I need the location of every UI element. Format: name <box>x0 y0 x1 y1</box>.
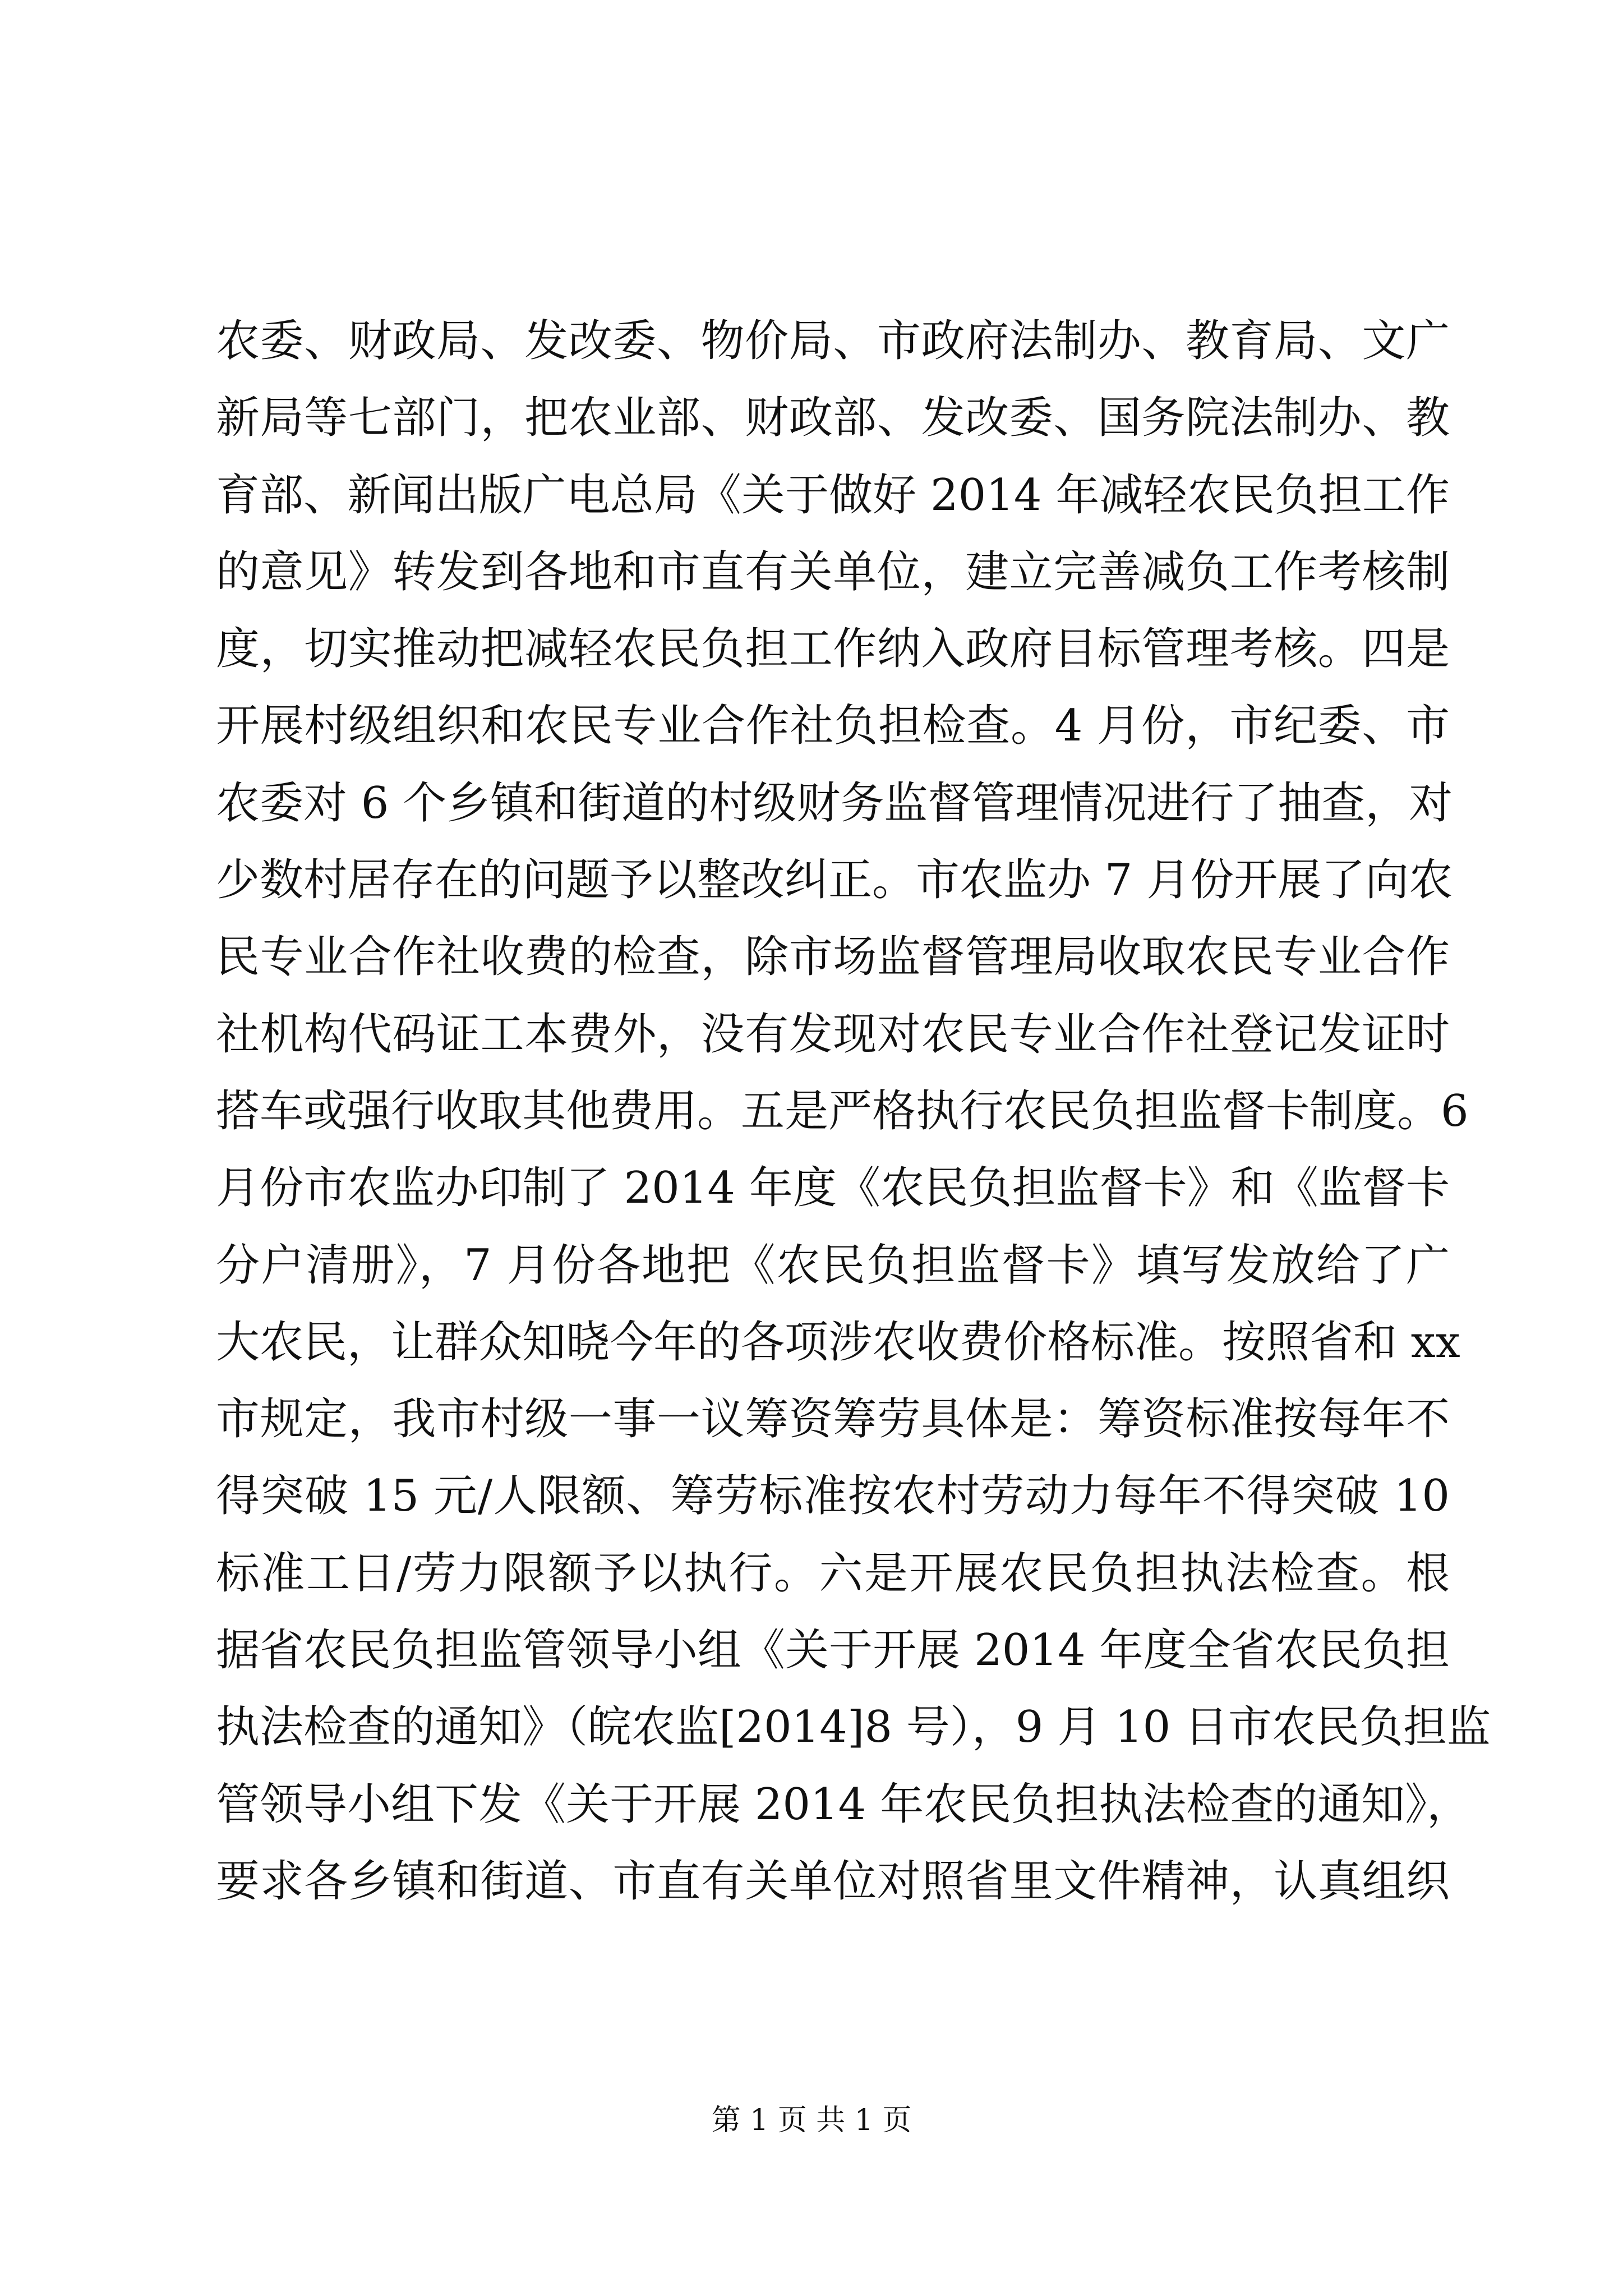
text-line: 育部、新闻出版广电总局《关于做好 2014 年减轻农民负担工作 <box>216 470 1450 521</box>
body-text <box>216 303 1491 1920</box>
text-line: 市规定，我市村级一事一议筹资筹劳具体是：筹资标准按每年不 <box>216 1394 1450 1445</box>
text-line: 大农民，让群众知晓今年的各项涉农收费价格标准。按照省和 xx <box>216 1317 1460 1368</box>
text-line: 要求各乡镇和街道、市直有关单位对照省里文件精神，认真组织 <box>216 1856 1450 1907</box>
text-line: 的意见》转发到各地和市直有关单位，建立完善减负工作考核制 <box>216 546 1450 597</box>
text-line: 搭车或强行收取其他费用。五是严格执行农民负担监督卡制度。6 <box>216 1085 1469 1137</box>
text-line: 分户清册》，7 月份各地把《农民负担监督卡》填写发放给了广 <box>216 1240 1450 1291</box>
text-line: 新局等七部门，把农业部、财政部、发改委、国务院法制办、教 <box>216 393 1450 444</box>
text-line: 民专业合作社收费的检查，除市场监督管理局收取农民专业合作 <box>216 932 1450 983</box>
text-line: 农委对 6 个乡镇和街道的村级财务监督管理情况进行了抽查，对 <box>216 777 1453 829</box>
text-line: 执法检查的通知》（皖农监[2014]8 号），9 月 10 日市农民负担监 <box>216 1702 1491 1753</box>
text-line: 月份市农监办印制了 2014 年度《农民负担监督卡》和《监督卡 <box>216 1163 1450 1214</box>
text-line: 社机构代码证工本费外，没有发现对农民专业合作社登记发证时 <box>216 1009 1450 1060</box>
page-footer: 第 1 页 共 1 页 <box>711 2104 912 2137</box>
text-line: 据省农民负担监管领导小组《关于开展 2014 年度全省农民负担 <box>216 1625 1450 1676</box>
text-line: 管领导小组下发《关于开展 2014 年农民负担执法检查的通知》， <box>216 1779 1471 1830</box>
text-line: 少数村居存在的问题予以整改纠正。市农监办 7 月份开展了向农 <box>216 855 1453 906</box>
text-line: 标准工日/劳力限额予以执行。六是开展农民负担执法检查。根 <box>216 1548 1450 1599</box>
text-line: 得突破 15 元/人限额、筹劳标准按农村劳动力每年不得突破 10 <box>216 1471 1450 1522</box>
text-line: 农委、财政局、发改委、物价局、市政府法制办、教育局、文广 <box>216 316 1450 366</box>
text-line: 度，切实推动把减轻农民负担工作纳入政府目标管理考核。四是 <box>216 624 1450 675</box>
text-line: 开展村级组织和农民专业合作社负担检查。4 月份，市纪委、市 <box>216 701 1450 752</box>
